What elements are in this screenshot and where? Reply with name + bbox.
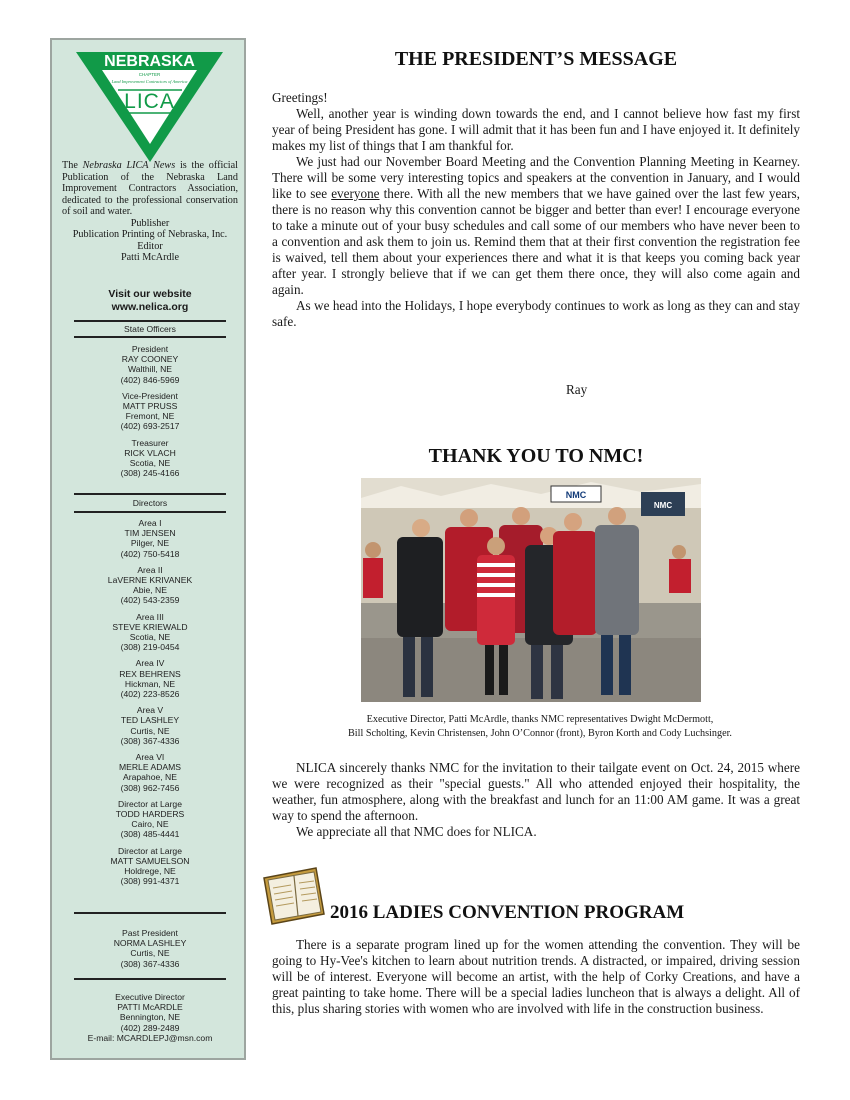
director-item: Area VI MERLE ADAMS Arapahoe, NE (308) 962-7456 — [118, 752, 182, 793]
directors-header: Directors — [132, 498, 168, 508]
presidents-message-title: THE PRESIDENT’S MESSAGE — [394, 48, 678, 70]
publisher-name: Publication Printing of Nebraska, Inc. — [72, 229, 228, 240]
ladies-program-title: 2016 LADIES CONVENTION PROGRAM — [330, 902, 685, 923]
divider — [74, 978, 226, 980]
paragraph: As we head into the Holidays, I hope everybody continues to work as long as they can and stay safe. — [272, 298, 800, 329]
director-item: Area I TIM JENSEN Pilger, NE (402) 750-5418 — [120, 518, 180, 559]
director-item: Area III STEVE KRIEWALD Scotia, NE (308) 219-0454 — [112, 611, 188, 653]
paragraph: Well, another year is winding down towards the end, and I cannot believe how fast my first year of being President has gone. I will admit that it has been fun and I have enjoyed it. It definitely makes my list of things that I am thankful for. — [272, 106, 800, 153]
svg-text:NMC: NMC — [565, 490, 587, 500]
svg-text:NMC: NMC — [653, 501, 673, 510]
website-link[interactable]: www.nelica.org — [111, 301, 189, 313]
website-info: Visit our website www.nelica.org — [52, 288, 248, 314]
past-president: Past President NORMA LASHLEY Curtis, NE (308) 367-4336 — [113, 928, 187, 969]
publication-info: The Nebraska LICA News is the official Publication of the Nebraska Land Improvement Contractors Association, dedicated to the professional conservation of soil and water. Publisher Publication Printing of Nebraska, Inc. Editor Patti McArdle — [62, 160, 238, 263]
greeting: Greetings! — [272, 90, 328, 105]
editor-name: Patti McArdle — [120, 252, 179, 263]
director-item: Director at Large MATT SAMUELSON Holdrege, NE (308) 991-4371 — [110, 845, 190, 887]
svg-text:Land Improvement Contractors o: Land Improvement Contractors of America — [111, 79, 188, 84]
svg-text:NEBRASKA: NEBRASKA — [104, 53, 195, 70]
ladies-program-body — [272, 937, 800, 1017]
nmc-group-photo — [361, 478, 701, 702]
director-item: Area IV REX BEHRENS Hickman, NE (402) 223-8526 — [119, 658, 181, 700]
divider — [74, 336, 226, 338]
divider — [74, 320, 226, 322]
divider — [74, 511, 226, 513]
divider — [74, 912, 226, 914]
divider — [74, 493, 226, 495]
notebook-icon — [258, 866, 328, 928]
paragraph: NLICA sincerely thanks NMC for the invitation to their tailgate event on Oct. 24, 2015 where we were recognized as their "special guests." All who attended enjoyed their hospitality, the weather, fun atmosphere, along with the breakfast and lunch for an 11:00 AM game. It was a great way to spend the afternoon. — [272, 760, 800, 823]
directors-list — [52, 518, 248, 887]
nmc-title: THANK YOU TO NMC! — [428, 445, 644, 467]
officer-vice-president: Vice-President MATT PRUSS Fremont, NE (402) 693-2517 — [120, 390, 180, 432]
officer-treasurer: Treasurer RICK VLACH Scotia, NE (308) 245-4166 — [120, 437, 180, 479]
sidebar — [50, 38, 246, 1060]
svg-text:CHAPTER: CHAPTER — [138, 72, 161, 77]
paragraph: We just had our November Board Meeting and the Convention Planning Meeting in Kearney. There will be some very interesting topics and speakers at the convention in January, and I would like to see everyone there. With all the new members that we have gained over the last few years, there is no reason why this convention cannot be bigger and better than ever! I encourage everyone to take a minute out of your busy schedules and call some of our members who have never been to a convention and ask them to join us. Remind them that at their first convention the registration fee is waived, tell them about your experiences there and what it is that keeps you coming back year after year. I strongly believe that if we can get them there once, they will also come again and again. — [272, 154, 800, 297]
officer-president: President RAY COONEY Walthill, NE (402) 846-5969 — [120, 344, 180, 385]
paragraph: We appreciate all that NMC does for NLICA. — [296, 824, 537, 839]
paragraph: There is a separate program lined up for the women attending the convention. They will be going to Hy-Vee's kitchen to learn about nutrition trends. A distracted, or impaired, driving session will be of interest. Everyone will become an artist, with the help of Corky Creations, and have a great painting to take home. There will be a special ladies luncheon that is always a delight. All of this, plus sharing stories with women who are involved with life in the construction business. — [272, 937, 800, 1016]
director-item: Director at Large TODD HARDERS Cairo, NE (308) 485-4441 — [115, 798, 185, 840]
publisher-label: Publisher — [130, 217, 170, 229]
executive-director: Executive Director PATTI McARDLE Bennington, NE (402) 289-2489 E-mail: MCARDLEPJ@msn.com — [52, 992, 248, 1043]
director-item: Area II LaVERNE KRIVANEK Abie, NE (402) 543-2359 — [107, 564, 193, 606]
editor-label: Editor — [137, 240, 163, 252]
state-officers-header: State Officers — [124, 324, 176, 334]
director-item: Area V TED LASHLEY Curtis, NE (308) 367-4336 — [120, 705, 180, 746]
state-officers-list — [52, 344, 248, 478]
presidents-message-body — [272, 90, 800, 330]
nmc-body — [272, 760, 800, 840]
photo-caption: Executive Director, Patti McArdle, thanks NMC representatives Dwight McDermott, Bill Scholting, Kevin Christensen, John O’Connor (front), Byron Korth and Cody Luchsinger. — [348, 714, 732, 739]
signature: Ray — [566, 382, 588, 397]
email-link[interactable]: E-mail: MCARDLEPJ@msn.com — [87, 1032, 213, 1043]
svg-text:LICA: LICA — [124, 90, 175, 113]
newsletter-name: Nebraska LICA News — [82, 160, 176, 171]
nebraska-lica-logo — [72, 46, 227, 166]
